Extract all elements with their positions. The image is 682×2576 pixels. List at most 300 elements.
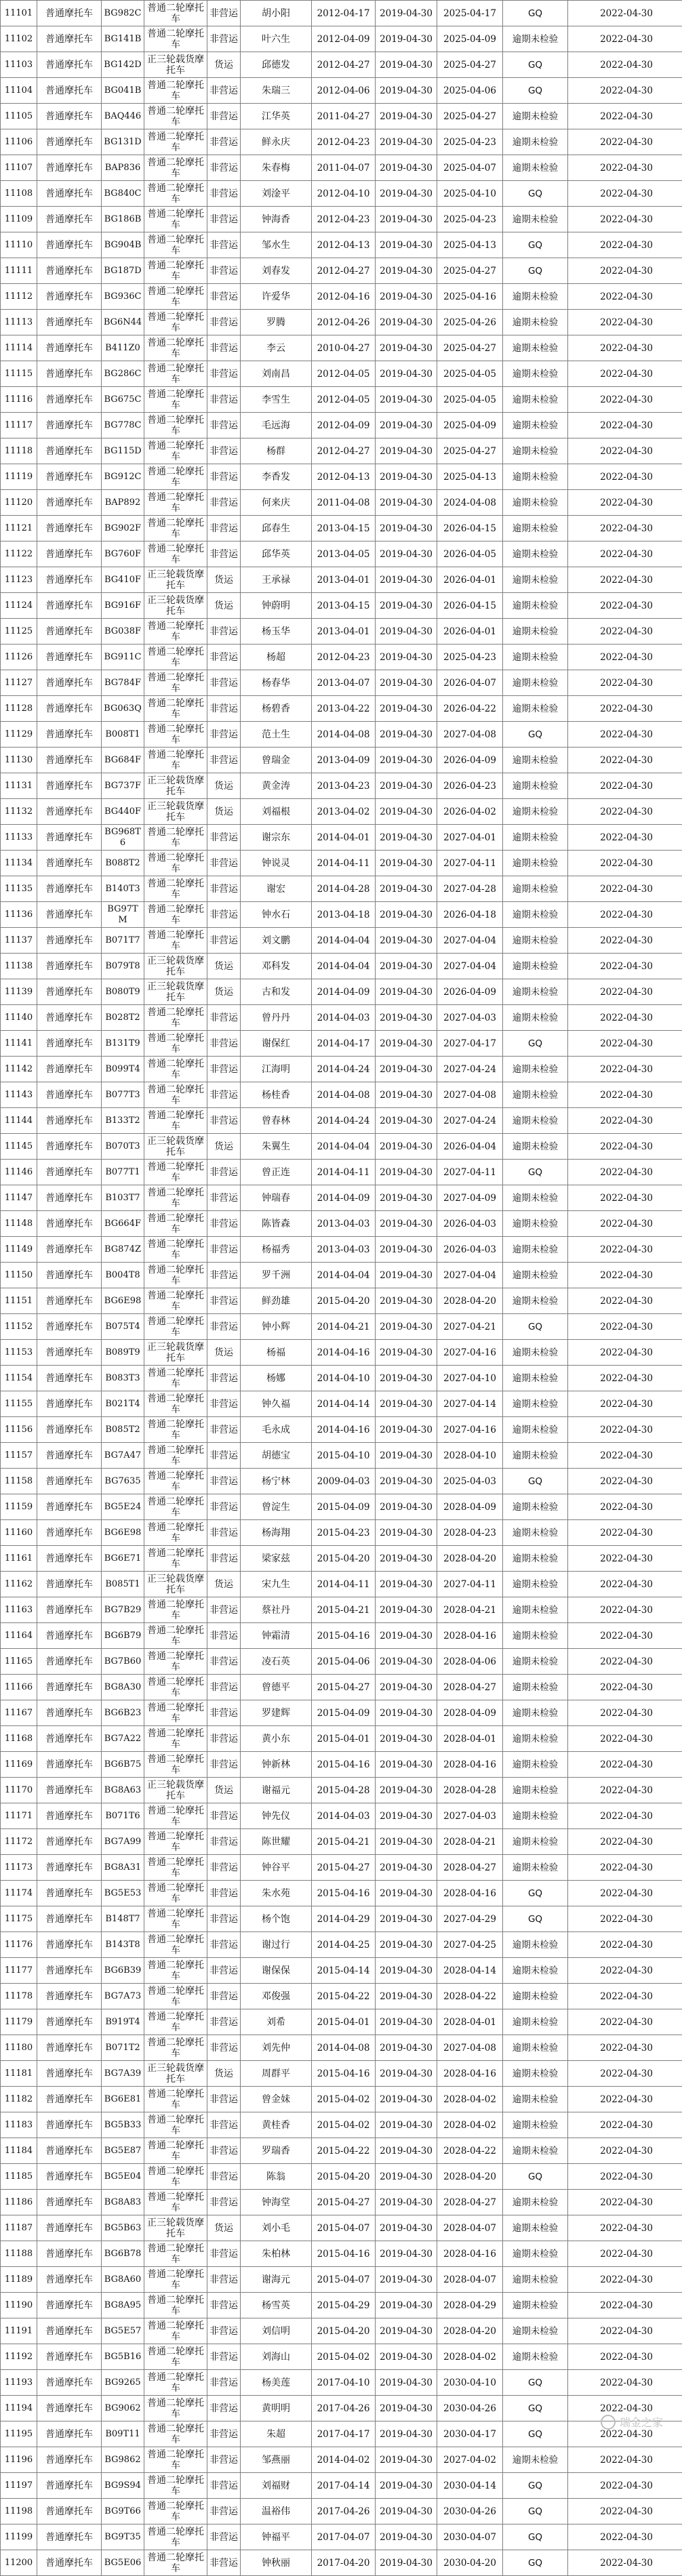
- cell-usage: 非营运: [207, 2112, 241, 2138]
- table-row: [1, 1778, 682, 1803]
- cell-body-type: 普通二轮摩托车: [144, 928, 207, 954]
- cell-seq: 11103: [1, 52, 37, 78]
- cell-vehicle-type: 普通摩托车: [37, 2293, 102, 2318]
- cell-vehicle-type: 普通摩托车: [37, 2087, 102, 2112]
- cell-status: GQ: [503, 78, 568, 104]
- cell-owner: 钟秋丽: [241, 2550, 312, 2576]
- table-row: [1, 1520, 682, 1546]
- cell-status: GQ: [503, 181, 568, 207]
- table-row: [1, 722, 682, 748]
- cell-first-registration: 2015-04-29: [312, 2293, 376, 2318]
- cell-body-type: 普通二轮摩托车: [144, 1649, 207, 1675]
- cell-status: 逾期未检验: [503, 1108, 568, 1134]
- cell-status: 逾期未检验: [503, 541, 568, 567]
- cell-inspection-date: 2019-04-30: [376, 1520, 437, 1546]
- table-row: [1, 696, 682, 722]
- cell-body-type: 普通二轮摩托车: [144, 1443, 207, 1469]
- cell-body-type: 普通二轮摩托车: [144, 181, 207, 207]
- table-row: [1, 1417, 682, 1443]
- cell-body-type: 普通二轮摩托车: [144, 851, 207, 876]
- cell-scrap-date: 2022-04-30: [568, 1649, 682, 1675]
- cell-first-registration: 2013-04-03: [312, 1211, 376, 1237]
- cell-scrap-date: 2022-04-30: [568, 748, 682, 773]
- cell-body-type: 普通二轮摩托车: [144, 1494, 207, 1520]
- cell-usage: 非营运: [207, 78, 241, 104]
- cell-first-registration: 2012-04-27: [312, 438, 376, 464]
- cell-usage: 非营运: [207, 2138, 241, 2164]
- table-row: [1, 26, 682, 52]
- cell-status: 逾期未检验: [503, 2138, 568, 2164]
- cell-valid-until: 2027-04-29: [437, 1906, 503, 1932]
- cell-status: 逾期未检验: [503, 1855, 568, 1881]
- cell-usage: 非营运: [207, 1211, 241, 1237]
- table-row: [1, 310, 682, 335]
- cell-owner: 朱翼生: [241, 1134, 312, 1160]
- cell-vehicle-type: 普通摩托车: [37, 2421, 102, 2447]
- table-row: [1, 1726, 682, 1752]
- cell-vehicle-type: 普通摩托车: [37, 1803, 102, 1829]
- cell-body-type: 普通二轮摩托车: [144, 1932, 207, 1958]
- cell-valid-until: 2025-04-03: [437, 1469, 503, 1494]
- cell-valid-until: 2027-04-08: [437, 2035, 503, 2061]
- cell-valid-until: 2028-04-16: [437, 2241, 503, 2267]
- cell-owner: 刘福财: [241, 2473, 312, 2499]
- cell-seq: 11196: [1, 2447, 37, 2473]
- cell-body-type: 普通二轮摩托车: [144, 2499, 207, 2524]
- cell-status: 逾期未检验: [503, 902, 568, 928]
- cell-first-registration: 2014-04-11: [312, 1572, 376, 1597]
- cell-usage: 货运: [207, 52, 241, 78]
- cell-vehicle-type: 普通摩托车: [37, 1829, 102, 1855]
- cell-status: GQ: [503, 1031, 568, 1057]
- cell-plate-number: BG5B16: [102, 2344, 144, 2370]
- cell-inspection-date: 2019-04-30: [376, 2087, 437, 2112]
- cell-vehicle-type: 普通摩托车: [37, 2499, 102, 2524]
- cell-body-type: 普通二轮摩托车: [144, 1160, 207, 1185]
- cell-body-type: 普通二轮摩托车: [144, 2009, 207, 2035]
- cell-valid-until: 2030-04-26: [437, 2396, 503, 2421]
- table-row: [1, 464, 682, 490]
- cell-body-type: 正三轮载货摩托车: [144, 593, 207, 619]
- cell-status: GQ: [503, 1160, 568, 1185]
- cell-owner: 黄明明: [241, 2396, 312, 2421]
- cell-usage: 非营运: [207, 207, 241, 232]
- cell-vehicle-type: 普通摩托车: [37, 1700, 102, 1726]
- cell-inspection-date: 2019-04-30: [376, 464, 437, 490]
- cell-status: 逾期未检验: [503, 2009, 568, 2035]
- cell-plate-number: BG675C: [102, 387, 144, 413]
- cell-owner: 凌石英: [241, 1649, 312, 1675]
- cell-usage: 非营运: [207, 1237, 241, 1263]
- cell-owner: 刘春发: [241, 258, 312, 284]
- table-row: [1, 2421, 682, 2447]
- cell-status: 逾期未检验: [503, 1005, 568, 1031]
- cell-inspection-date: 2019-04-30: [376, 1469, 437, 1494]
- cell-valid-until: 2026-04-03: [437, 1211, 503, 1237]
- cell-plate-number: BG912C: [102, 464, 144, 490]
- cell-valid-until: 2027-04-03: [437, 1005, 503, 1031]
- cell-inspection-date: 2019-04-30: [376, 1958, 437, 1984]
- cell-plate-number: B085T2: [102, 1417, 144, 1443]
- cell-plate-number: B143T8: [102, 1932, 144, 1958]
- cell-inspection-date: 2019-04-30: [376, 78, 437, 104]
- cell-status: 逾期未检验: [503, 2267, 568, 2293]
- cell-scrap-date: 2022-04-30: [568, 26, 682, 52]
- cell-inspection-date: 2019-04-30: [376, 284, 437, 310]
- cell-first-registration: 2015-04-20: [312, 2164, 376, 2190]
- cell-valid-until: 2030-04-14: [437, 2473, 503, 2499]
- cell-inspection-date: 2019-04-30: [376, 1829, 437, 1855]
- table-row: [1, 876, 682, 902]
- cell-seq: 11183: [1, 2112, 37, 2138]
- cell-valid-until: 2028-04-10: [437, 1443, 503, 1469]
- cell-status: 逾期未检验: [503, 1649, 568, 1675]
- cell-scrap-date: 2022-04-30: [568, 78, 682, 104]
- table-row: [1, 1752, 682, 1778]
- cell-valid-until: 2027-04-04: [437, 1263, 503, 1288]
- cell-vehicle-type: 普通摩托车: [37, 722, 102, 748]
- cell-scrap-date: 2022-04-30: [568, 1932, 682, 1958]
- cell-plate-number: B077T3: [102, 1082, 144, 1108]
- cell-inspection-date: 2019-04-30: [376, 645, 437, 670]
- cell-plate-number: B075T4: [102, 1314, 144, 1340]
- cell-body-type: 普通二轮摩托车: [144, 748, 207, 773]
- cell-scrap-date: 2022-04-30: [568, 1057, 682, 1082]
- cell-valid-until: 2028-04-16: [437, 1623, 503, 1649]
- cell-inspection-date: 2019-04-30: [376, 1572, 437, 1597]
- cell-valid-until: 2028-04-20: [437, 1546, 503, 1572]
- cell-first-registration: 2015-04-07: [312, 2267, 376, 2293]
- cell-scrap-date: 2022-04-30: [568, 2035, 682, 2061]
- cell-plate-number: B071T6: [102, 1803, 144, 1829]
- cell-status: 逾期未检验: [503, 979, 568, 1005]
- cell-plate-number: BG142D: [102, 52, 144, 78]
- cell-inspection-date: 2019-04-30: [376, 2215, 437, 2241]
- table-row: [1, 387, 682, 413]
- cell-valid-until: 2025-04-23: [437, 645, 503, 670]
- table-row: [1, 181, 682, 207]
- cell-status: 逾期未检验: [503, 670, 568, 696]
- cell-plate-number: BG8A31: [102, 1855, 144, 1881]
- cell-seq: 11191: [1, 2318, 37, 2344]
- cell-vehicle-type: 普通摩托车: [37, 387, 102, 413]
- cell-inspection-date: 2019-04-30: [376, 567, 437, 593]
- cell-scrap-date: 2022-04-30: [568, 258, 682, 284]
- cell-body-type: 普通二轮摩托车: [144, 1391, 207, 1417]
- cell-first-registration: 2014-04-28: [312, 876, 376, 902]
- cell-vehicle-type: 普通摩托车: [37, 1, 102, 26]
- cell-seq: 11118: [1, 438, 37, 464]
- cell-valid-until: 2027-04-10: [437, 1366, 503, 1391]
- table-row: [1, 1984, 682, 2009]
- cell-first-registration: 2012-04-17: [312, 1, 376, 26]
- cell-vehicle-type: 普通摩托车: [37, 1237, 102, 1263]
- cell-seq: 11147: [1, 1185, 37, 1211]
- cell-first-registration: 2015-04-14: [312, 1958, 376, 1984]
- cell-inspection-date: 2019-04-30: [376, 26, 437, 52]
- cell-status: 逾期未检验: [503, 1675, 568, 1700]
- cell-seq: 11112: [1, 284, 37, 310]
- cell-plate-number: BG7B60: [102, 1649, 144, 1675]
- cell-usage: 非营运: [207, 619, 241, 645]
- cell-valid-until: 2028-04-02: [437, 2112, 503, 2138]
- cell-status: GQ: [503, 2396, 568, 2421]
- cell-scrap-date: 2022-04-30: [568, 2473, 682, 2499]
- cell-plate-number: BG8A60: [102, 2267, 144, 2293]
- cell-vehicle-type: 普通摩托车: [37, 2396, 102, 2421]
- cell-seq: 11195: [1, 2421, 37, 2447]
- cell-status: 逾期未检验: [503, 2293, 568, 2318]
- table-row: [1, 1211, 682, 1237]
- table-row: [1, 825, 682, 851]
- table-row: [1, 335, 682, 361]
- table-row: [1, 2344, 682, 2370]
- table-row: [1, 2524, 682, 2550]
- cell-vehicle-type: 普通摩托车: [37, 2241, 102, 2267]
- cell-usage: 非营运: [207, 1391, 241, 1417]
- cell-plate-number: BG911C: [102, 645, 144, 670]
- cell-owner: 钟海香: [241, 207, 312, 232]
- cell-usage: 非营运: [207, 1726, 241, 1752]
- cell-seq: 11171: [1, 1803, 37, 1829]
- cell-first-registration: 2015-04-23: [312, 1520, 376, 1546]
- cell-plate-number: BG063Q: [102, 696, 144, 722]
- cell-status: 逾期未检验: [503, 26, 568, 52]
- cell-usage: 非营运: [207, 1469, 241, 1494]
- cell-scrap-date: 2022-04-30: [568, 1984, 682, 2009]
- cell-usage: 非营运: [207, 645, 241, 670]
- cell-usage: 非营运: [207, 1623, 241, 1649]
- table-row: [1, 155, 682, 181]
- cell-valid-until: 2027-04-21: [437, 1314, 503, 1340]
- cell-first-registration: 2013-04-07: [312, 670, 376, 696]
- cell-first-registration: 2014-04-10: [312, 1366, 376, 1391]
- cell-seq: 11102: [1, 26, 37, 52]
- cell-status: 逾期未检验: [503, 1288, 568, 1314]
- cell-valid-until: 2028-04-20: [437, 2318, 503, 2344]
- cell-owner: 谢保红: [241, 1031, 312, 1057]
- cell-status: 逾期未检验: [503, 361, 568, 387]
- cell-valid-until: 2027-04-01: [437, 825, 503, 851]
- cell-inspection-date: 2019-04-30: [376, 876, 437, 902]
- cell-vehicle-type: 普通摩托车: [37, 1752, 102, 1778]
- cell-first-registration: 2015-04-09: [312, 1700, 376, 1726]
- cell-scrap-date: 2022-04-30: [568, 2293, 682, 2318]
- cell-usage: 非营运: [207, 1675, 241, 1700]
- cell-owner: 杨海翔: [241, 1520, 312, 1546]
- cell-inspection-date: 2019-04-30: [376, 2396, 437, 2421]
- cell-body-type: 普通二轮摩托车: [144, 1984, 207, 2009]
- cell-valid-until: 2027-04-04: [437, 954, 503, 979]
- cell-plate-number: BG9862: [102, 2447, 144, 2473]
- cell-usage: 非营运: [207, 1700, 241, 1726]
- cell-first-registration: 2015-04-02: [312, 2112, 376, 2138]
- cell-owner: 叶六生: [241, 26, 312, 52]
- cell-usage: 货运: [207, 1572, 241, 1597]
- cell-body-type: 普通二轮摩托车: [144, 1881, 207, 1906]
- cell-scrap-date: 2022-04-30: [568, 825, 682, 851]
- cell-status: 逾期未检验: [503, 1829, 568, 1855]
- cell-valid-until: 2027-04-24: [437, 1057, 503, 1082]
- cell-valid-until: 2025-04-23: [437, 129, 503, 155]
- cell-valid-until: 2028-04-27: [437, 1855, 503, 1881]
- cell-seq: 11167: [1, 1700, 37, 1726]
- cell-plate-number: BG97TM: [102, 902, 144, 928]
- cell-body-type: 普通二轮摩托车: [144, 490, 207, 516]
- table-row: [1, 2550, 682, 2576]
- cell-plate-number: BG5E04: [102, 2164, 144, 2190]
- cell-owner: 杨桂香: [241, 1082, 312, 1108]
- cell-valid-until: 2027-04-08: [437, 722, 503, 748]
- cell-status: 逾期未检验: [503, 2241, 568, 2267]
- cell-inspection-date: 2019-04-30: [376, 773, 437, 799]
- cell-scrap-date: 2022-04-30: [568, 1108, 682, 1134]
- cell-valid-until: 2025-04-23: [437, 207, 503, 232]
- cell-inspection-date: 2019-04-30: [376, 181, 437, 207]
- cell-seq: 11107: [1, 155, 37, 181]
- cell-usage: 非营运: [207, 2241, 241, 2267]
- cell-body-type: 普通二轮摩托车: [144, 876, 207, 902]
- cell-vehicle-type: 普通摩托车: [37, 1391, 102, 1417]
- cell-inspection-date: 2019-04-30: [376, 1932, 437, 1958]
- cell-scrap-date: 2022-04-30: [568, 1752, 682, 1778]
- cell-valid-until: 2028-04-02: [437, 2087, 503, 2112]
- cell-usage: 非营运: [207, 1185, 241, 1211]
- table-row: [1, 1340, 682, 1366]
- cell-scrap-date: 2022-04-30: [568, 1288, 682, 1314]
- wechat-logo-icon: [601, 2415, 616, 2430]
- cell-owner: 陈世耀: [241, 1829, 312, 1855]
- cell-owner: 谢过行: [241, 1932, 312, 1958]
- cell-body-type: 普通二轮摩托车: [144, 1803, 207, 1829]
- cell-plate-number: BG5E24: [102, 1494, 144, 1520]
- cell-vehicle-type: 普通摩托车: [37, 799, 102, 825]
- cell-status: GQ: [503, 2370, 568, 2396]
- cell-plate-number: BG7635: [102, 1469, 144, 1494]
- table-row: [1, 670, 682, 696]
- table-row: [1, 2318, 682, 2344]
- cell-body-type: 普通二轮摩托车: [144, 1623, 207, 1649]
- cell-valid-until: 2025-04-27: [437, 104, 503, 129]
- cell-status: 逾期未检验: [503, 1597, 568, 1623]
- cell-status: 逾期未检验: [503, 310, 568, 335]
- cell-first-registration: 2012-04-10: [312, 181, 376, 207]
- cell-inspection-date: 2019-04-30: [376, 1108, 437, 1134]
- cell-vehicle-type: 普通摩托车: [37, 670, 102, 696]
- cell-owner: 邓俊强: [241, 1984, 312, 2009]
- cell-inspection-date: 2019-04-30: [376, 902, 437, 928]
- table-row: [1, 1391, 682, 1417]
- table-row: [1, 1932, 682, 1958]
- table-row: [1, 284, 682, 310]
- cell-first-registration: 2017-04-14: [312, 2473, 376, 2499]
- cell-usage: 非营运: [207, 2267, 241, 2293]
- cell-seq: 11185: [1, 2164, 37, 2190]
- cell-inspection-date: 2019-04-30: [376, 2447, 437, 2473]
- cell-vehicle-type: 普通摩托车: [37, 335, 102, 361]
- cell-vehicle-type: 普通摩托车: [37, 1185, 102, 1211]
- cell-status: 逾期未检验: [503, 2087, 568, 2112]
- cell-body-type: 普通二轮摩托车: [144, 2421, 207, 2447]
- cell-vehicle-type: 普通摩托车: [37, 1134, 102, 1160]
- cell-body-type: 普通二轮摩托车: [144, 413, 207, 438]
- cell-seq: 11158: [1, 1469, 37, 1494]
- cell-scrap-date: 2022-04-30: [568, 2087, 682, 2112]
- cell-inspection-date: 2019-04-30: [376, 207, 437, 232]
- cell-seq: 11113: [1, 310, 37, 335]
- cell-vehicle-type: 普通摩托车: [37, 2370, 102, 2396]
- cell-inspection-date: 2019-04-30: [376, 2241, 437, 2267]
- cell-seq: 11200: [1, 2550, 37, 2576]
- cell-usage: 货运: [207, 593, 241, 619]
- cell-body-type: 普通二轮摩托车: [144, 1829, 207, 1855]
- cell-status: GQ: [503, 1469, 568, 1494]
- cell-plate-number: BG286C: [102, 361, 144, 387]
- table-row: [1, 954, 682, 979]
- cell-first-registration: 2013-04-05: [312, 541, 376, 567]
- cell-vehicle-type: 普通摩托车: [37, 129, 102, 155]
- cell-first-registration: 2014-04-21: [312, 1314, 376, 1340]
- cell-seq: 11193: [1, 2370, 37, 2396]
- cell-vehicle-type: 普通摩托车: [37, 851, 102, 876]
- cell-owner: 朱水苑: [241, 1881, 312, 1906]
- cell-vehicle-type: 普通摩托车: [37, 2524, 102, 2550]
- cell-owner: 杨群: [241, 438, 312, 464]
- table-row: [1, 979, 682, 1005]
- cell-usage: 非营运: [207, 129, 241, 155]
- cell-plate-number: BG840C: [102, 181, 144, 207]
- cell-usage: 非营运: [207, 2009, 241, 2035]
- cell-inspection-date: 2019-04-30: [376, 129, 437, 155]
- cell-valid-until: 2030-04-17: [437, 2421, 503, 2447]
- cell-plate-number: BG038F: [102, 619, 144, 645]
- cell-plate-number: B071T2: [102, 2035, 144, 2061]
- cell-inspection-date: 2019-04-30: [376, 1031, 437, 1057]
- cell-vehicle-type: 普通摩托车: [37, 1160, 102, 1185]
- cell-valid-until: 2026-04-15: [437, 593, 503, 619]
- cell-inspection-date: 2019-04-30: [376, 438, 437, 464]
- cell-vehicle-type: 普通摩托车: [37, 1546, 102, 1572]
- cell-inspection-date: 2019-04-30: [376, 2267, 437, 2293]
- cell-scrap-date: 2022-04-30: [568, 335, 682, 361]
- cell-seq: 11138: [1, 954, 37, 979]
- cell-body-type: 正三轮载货摩托车: [144, 799, 207, 825]
- cell-owner: 杨个饱: [241, 1906, 312, 1932]
- cell-usage: 非营运: [207, 1649, 241, 1675]
- cell-status: 逾期未检验: [503, 155, 568, 181]
- table-row: [1, 851, 682, 876]
- cell-plate-number: B09T11: [102, 2421, 144, 2447]
- cell-plate-number: BG778C: [102, 413, 144, 438]
- cell-scrap-date: 2022-04-30: [568, 902, 682, 928]
- cell-vehicle-type: 普通摩托车: [37, 2267, 102, 2293]
- cell-inspection-date: 2019-04-30: [376, 954, 437, 979]
- cell-vehicle-type: 普通摩托车: [37, 541, 102, 567]
- cell-inspection-date: 2019-04-30: [376, 1391, 437, 1417]
- cell-usage: 非营运: [207, 876, 241, 902]
- cell-valid-until: 2027-04-11: [437, 1572, 503, 1597]
- cell-usage: 非营运: [207, 2473, 241, 2499]
- cell-usage: 非营运: [207, 1366, 241, 1391]
- cell-body-type: 正三轮载货摩托车: [144, 567, 207, 593]
- cell-valid-until: 2025-04-05: [437, 361, 503, 387]
- cell-usage: 非营运: [207, 1932, 241, 1958]
- table-row: [1, 1160, 682, 1185]
- cell-scrap-date: 2022-04-30: [568, 696, 682, 722]
- table-row: [1, 1237, 682, 1263]
- cell-owner: 刘小毛: [241, 2215, 312, 2241]
- cell-body-type: 普通二轮摩托车: [144, 2087, 207, 2112]
